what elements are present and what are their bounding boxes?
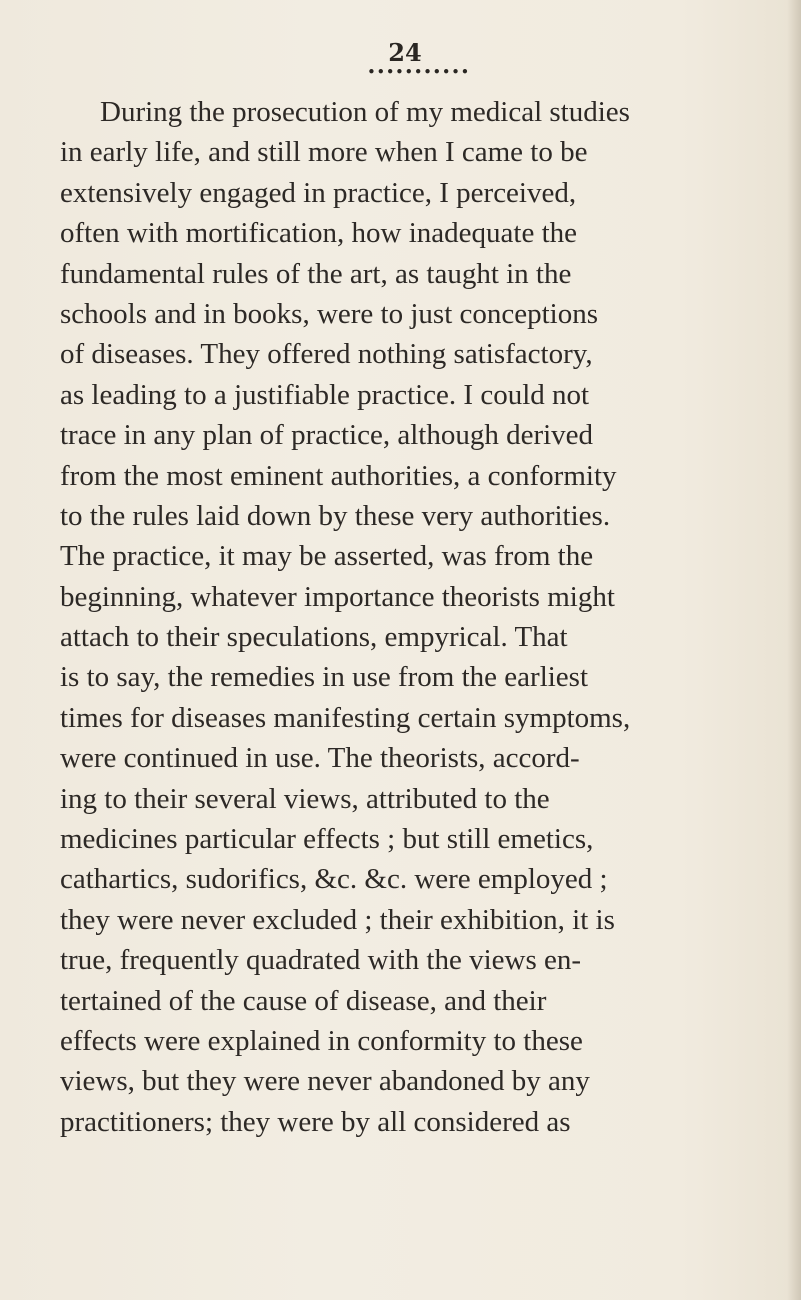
text-line: in early life, and still more when I came to be <box>60 136 588 169</box>
text-line: from the most eminent authorities, a conformity <box>60 459 617 492</box>
text-line: they were never excluded ; their exhibition, it is <box>60 903 615 936</box>
text-line: The practice, it may be asserted, was from the <box>60 540 594 573</box>
text-line: ing to their several views, attributed to the <box>60 782 550 815</box>
text-line: attach to their speculations, empyrical. That <box>60 621 568 654</box>
text-line: is to say, the remedies in use from the earliest <box>60 661 589 694</box>
text-line: true, frequently quadrated with the views en- <box>60 944 582 977</box>
text-line: times for diseases manifesting certain symptoms, <box>60 701 631 734</box>
text-line: extensively engaged in practice, I perceived, <box>60 176 577 209</box>
text-line: as leading to a justifiable practice. I could not <box>60 378 590 411</box>
text-line: beginning, whatever importance theorists might <box>60 580 615 613</box>
page-number: 24 <box>388 38 422 67</box>
text-line: fundamental rules of the art, as taught in the <box>60 257 572 290</box>
text-line: often with mortification, how inadequate the <box>60 217 578 250</box>
text-line: medicines particular effects ; but still emetics, <box>60 823 594 856</box>
text-line: to the rules laid down by these very authorities. <box>60 499 611 532</box>
text-line: schools and in books, were to just conceptions <box>60 297 599 330</box>
ornamental-rule: ••••••••••• <box>367 63 470 81</box>
text-line: effects were explained in conformity to these <box>60 1024 583 1057</box>
text-line: views, but they were never abandoned by any <box>60 1065 590 1098</box>
text-line: trace in any plan of practice, although derived <box>60 419 594 452</box>
text-line: of diseases. They offered nothing satisfactory, <box>60 338 593 371</box>
text-line: practitioners; they were by all considered as <box>60 1105 571 1138</box>
body-paragraph <box>60 92 795 1142</box>
text-line: tertained of the cause of disease, and their <box>60 984 547 1017</box>
text-line: were continued in use. The theorists, accord- <box>60 742 580 775</box>
text-line: During the prosecution of my medical studies <box>100 96 630 128</box>
text-line: cathartics, sudorifics, &c. &c. were employed ; <box>60 863 608 896</box>
